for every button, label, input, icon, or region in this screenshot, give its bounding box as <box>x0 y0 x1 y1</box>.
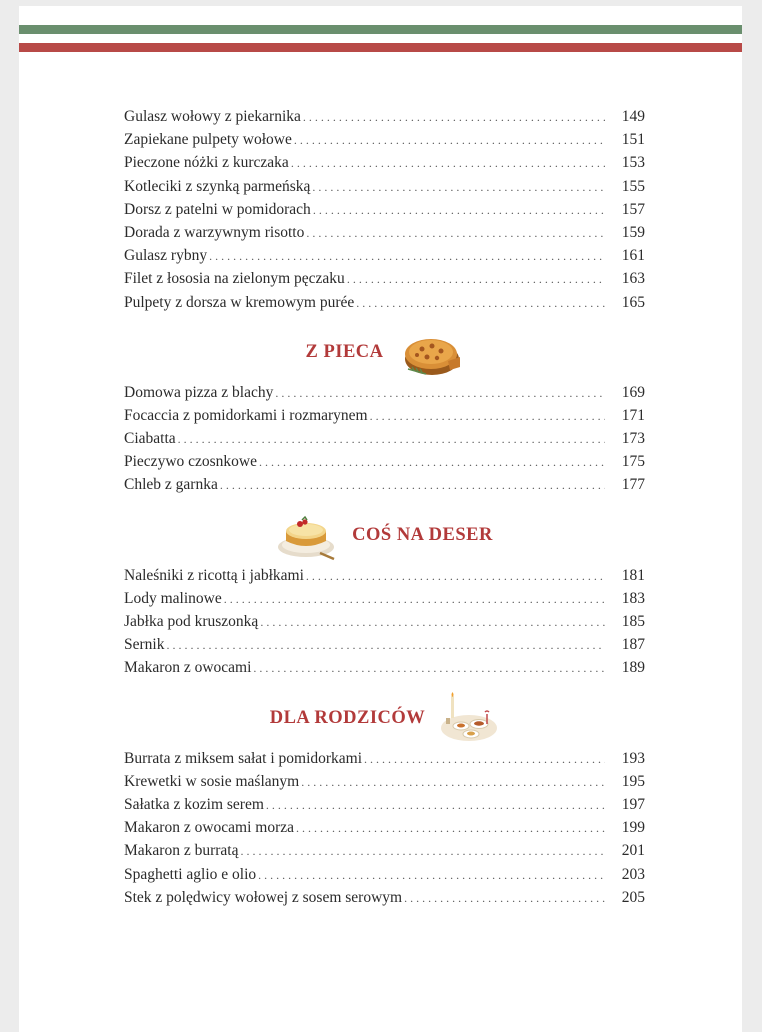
entry-title: Gulasz rybny <box>124 247 208 265</box>
entry-page-number: 189 <box>621 659 645 677</box>
section-entries-cos-na-deser <box>124 567 645 683</box>
toc-entry <box>124 224 645 247</box>
entry-page-number: 183 <box>621 589 645 607</box>
entry-title: Chleb z garnka <box>124 476 218 494</box>
entry-page-number: 199 <box>621 819 645 837</box>
entry-title: Focaccia z pomidorkami i rozmarynem <box>124 406 368 424</box>
dot-leader <box>220 478 605 493</box>
toc-entry <box>124 659 645 682</box>
entry-title: Lody malinowe <box>124 589 222 607</box>
intro-entries <box>124 108 645 317</box>
entry-title: Filet z łososia na zielonym pęczaku <box>124 270 345 288</box>
entry-page-number: 153 <box>621 154 645 172</box>
section-entries-dla-rodzicow <box>124 750 645 912</box>
dot-leader <box>296 821 605 836</box>
dot-leader <box>275 386 605 401</box>
top-stripe-green <box>19 25 742 34</box>
toc-entry <box>124 384 645 407</box>
entry-title: Dorada z warzywnym risotto <box>124 223 305 241</box>
entry-page-number: 187 <box>621 636 645 654</box>
section-title: COŚ NA DESER <box>352 525 493 546</box>
entry-title: Naleśniki z ricottą i jabłkami <box>124 566 304 584</box>
dot-leader <box>370 409 605 424</box>
toc-entry <box>124 294 645 317</box>
dot-leader <box>166 638 605 653</box>
entry-page-number: 193 <box>621 749 645 767</box>
entry-page-number: 181 <box>621 566 645 584</box>
toc-entry <box>124 750 645 773</box>
entry-page-number: 155 <box>621 177 645 195</box>
entry-title: Sernik <box>124 636 165 654</box>
dot-leader <box>313 203 605 218</box>
toc-entry <box>124 430 645 453</box>
dot-leader <box>306 569 605 584</box>
entry-page-number: 171 <box>621 406 645 424</box>
dot-leader <box>258 868 605 883</box>
table-of-contents <box>124 108 645 912</box>
toc-entry <box>124 567 645 590</box>
toc-entry <box>124 842 645 865</box>
entry-title: Makaron z owocami <box>124 659 252 677</box>
toc-entry <box>124 889 645 912</box>
dot-leader <box>364 752 605 767</box>
toc-entry <box>124 154 645 177</box>
toc-entry <box>124 866 645 889</box>
entry-page-number: 169 <box>621 383 645 401</box>
toc-entry <box>124 407 645 430</box>
top-stripe-red <box>19 43 742 52</box>
toc-entry <box>124 636 645 659</box>
dot-leader <box>240 844 605 859</box>
dot-leader <box>266 798 605 813</box>
dinner-table-icon <box>437 690 499 748</box>
entry-page-number: 175 <box>621 453 645 471</box>
entry-page-number: 173 <box>621 430 645 448</box>
entry-title: Jabłka pod kruszonką <box>124 613 259 630</box>
entry-page-number: 157 <box>621 200 645 218</box>
entry-page-number: 161 <box>621 247 645 265</box>
toc-entry <box>124 247 645 270</box>
section-heading-z-pieca <box>124 325 645 381</box>
toc-entry <box>124 819 645 842</box>
toc-entry <box>124 796 645 819</box>
dot-leader <box>291 156 605 171</box>
entry-page-number: 197 <box>621 795 645 813</box>
entry-title: Krewetki w sosie maślanym <box>124 772 300 790</box>
toc-entry <box>124 453 645 476</box>
toc-entry <box>124 270 645 293</box>
section-title: Z PIECA <box>305 342 384 363</box>
dot-leader <box>312 180 605 195</box>
entry-page-number: 165 <box>621 293 645 311</box>
dot-leader <box>301 775 605 790</box>
toc-entry <box>124 201 645 224</box>
section-title: DLA RODZICÓW <box>269 708 426 729</box>
toc-entry <box>124 590 645 613</box>
section-entries-z-pieca <box>124 384 645 500</box>
dot-leader <box>294 133 605 148</box>
entry-title: Dorsz z patelni w pomidorach <box>124 200 311 218</box>
toc-entry <box>124 613 645 636</box>
toc-entry <box>124 476 645 499</box>
entry-title: Makaron z owocami morza <box>124 819 295 837</box>
entry-page-number: 205 <box>621 888 645 906</box>
entry-page-number: 151 <box>621 131 645 149</box>
dot-leader <box>303 110 605 125</box>
entry-title: Pieczywo czosnkowe <box>124 453 257 471</box>
entry-title: Zapiekane pulpety wołowe <box>124 131 292 149</box>
dot-leader <box>404 891 605 906</box>
entry-page-number: 177 <box>621 476 645 494</box>
toc-entry <box>124 131 645 154</box>
entry-title: Kotleciki z szynką parmeńską <box>124 177 311 195</box>
entry-title: Gulasz wołowy z piekarnika <box>124 108 301 125</box>
entry-title: Pieczone nóżki z kurczaka <box>124 154 289 172</box>
entry-page-number: 185 <box>621 613 645 630</box>
entry-page-number: 201 <box>621 842 645 860</box>
entry-title: Burrata z miksem sałat i pomidorkami <box>124 749 363 767</box>
document-page <box>19 6 742 1032</box>
dot-leader <box>224 592 605 607</box>
dot-leader <box>178 432 605 447</box>
dot-leader <box>306 226 605 241</box>
entry-title: Makaron z burratą <box>124 842 239 860</box>
dot-leader <box>259 455 605 470</box>
entry-title: Pulpety z dorsza w kremowym purée <box>124 293 355 311</box>
toc-entry <box>124 773 645 796</box>
dot-leader <box>209 249 605 264</box>
entry-title: Ciabatta <box>124 430 176 448</box>
entry-title: Sałatka z kozim serem <box>124 795 264 813</box>
toc-entry <box>124 108 645 131</box>
dot-leader <box>260 615 605 630</box>
toc-entry <box>124 178 645 201</box>
dot-leader <box>347 272 605 287</box>
section-heading-cos-na-deser <box>124 508 645 564</box>
dot-leader <box>253 661 605 676</box>
dot-leader <box>356 296 605 311</box>
section-heading-dla-rodzicow <box>124 691 645 747</box>
cheesecake-icon <box>276 509 340 563</box>
entry-page-number: 159 <box>621 223 645 241</box>
entry-title: Spaghetti aglio e olio <box>124 865 257 883</box>
entry-title: Domowa pizza z blachy <box>124 383 274 401</box>
entry-title: Stek z polędwicy wołowej z sosem serowym <box>124 888 403 906</box>
entry-page-number: 149 <box>621 108 645 125</box>
entry-page-number: 203 <box>621 865 645 883</box>
entry-page-number: 163 <box>621 270 645 288</box>
entry-page-number: 195 <box>621 772 645 790</box>
focaccia-icon <box>400 327 464 379</box>
